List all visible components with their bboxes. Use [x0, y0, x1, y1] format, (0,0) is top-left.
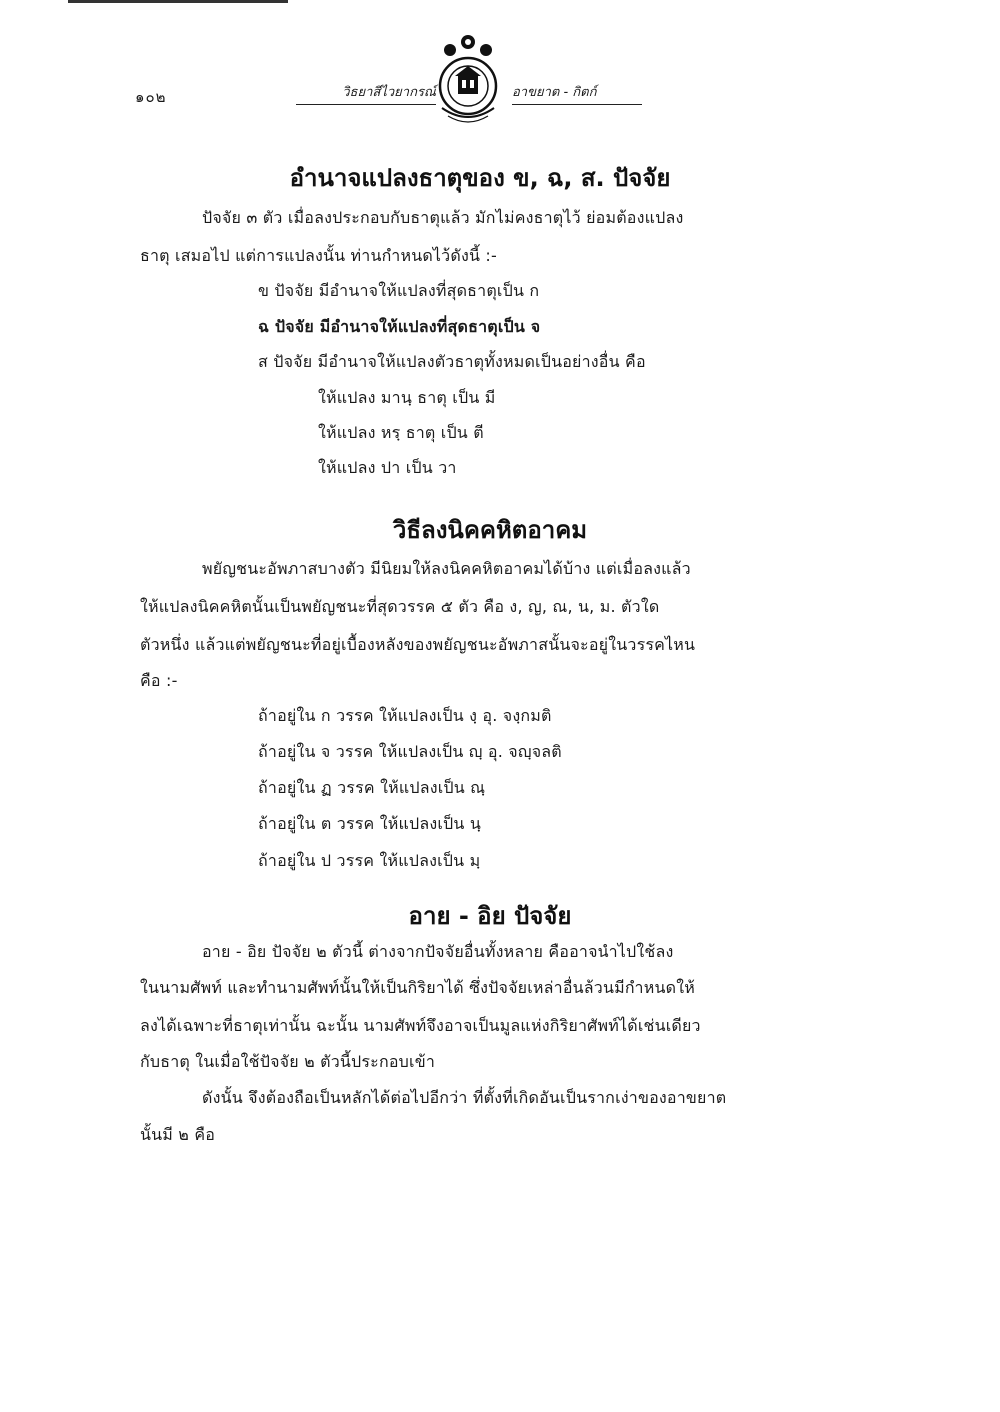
- section3-para-line-5: ดังนั้น จึงต้องถือเป็นหลักได้ต่อไปอีกว่า ที่ตั้งที่เกิดอันเป็นรากเง่าของอาขยาต: [202, 1088, 727, 1107]
- section2-rule-3: ถ้าอยู่ใน ฏ วรรค ให้แปลงเป็น ณฺ: [258, 778, 486, 797]
- section1-para-line-1: ปัจจัย ๓ ตัว เมื่อลงประกอบกับธาตุแล้ว มักไม่คงธาตุไว้ ย่อมต้องแปลง: [202, 208, 684, 227]
- page-header: [0, 30, 1000, 140]
- running-title-right: อาขยาต - กิตก์: [512, 81, 642, 105]
- section1-subrule-2: ให้แปลง หรฺ ธาตุ เป็น ตี: [318, 423, 484, 442]
- section2-rule-1: ถ้าอยู่ใน ก วรรค ให้แปลงเป็น งฺ อุ. จงฺกมติ: [258, 706, 552, 725]
- section1-rule-1: ข ปัจจัย มีอำนาจให้แปลงที่สุดธาตุเป็น ก: [258, 281, 540, 300]
- section3-para-line-3: ลงได้เฉพาะที่ธาตุเท่านั้น ฉะนั้น นามศัพท์จึงอาจเป็นมูลแห่งกิริยาศัพท์ได้เช่นเดียว: [140, 1016, 701, 1035]
- section2-rule-2: ถ้าอยู่ใน จ วรรค ให้แปลงเป็น ญฺ อุ. จญฺจลติ: [258, 742, 562, 761]
- section-title-3: อาย - อิย ปัจจัย: [408, 902, 572, 930]
- section1-subrule-1: ให้แปลง มานฺ ธาตุ เป็น มี: [318, 388, 496, 407]
- section-title-2: วิธีลงนิคคหิตอาคม: [392, 516, 588, 544]
- section-title-1: อำนาจแปลงธาตุของ ข, ฉ, ส. ปัจจัย: [289, 164, 671, 192]
- section3-para-line-1: อาย - อิย ปัจจัย ๒ ตัวนี้ ต่างจากปัจจัยอื่นทั้งหลาย คืออาจนำไปใช้ลง: [202, 942, 674, 961]
- section2-rule-5: ถ้าอยู่ใน ป วรรค ให้แปลงเป็น มฺ: [258, 851, 481, 870]
- section1-rule-2: ฉ ปัจจัย มีอำนาจให้แปลงที่สุดธาตุเป็น จ: [258, 317, 541, 336]
- section2-para-line-1: พยัญชนะอัพภาสบางตัว มีนิยมให้ลงนิคคหิตอาคมได้บ้าง แต่เมื่อลงแล้ว: [202, 559, 691, 578]
- section1-subrule-3: ให้แปลง ปา เป็น วา: [318, 458, 457, 477]
- top-scan-rule: [68, 0, 288, 3]
- page-number: ๑๐๒: [135, 88, 167, 106]
- section1-para-line-2: ธาตุ เสมอไป แต่การแปลงนั้น ท่านกำหนดไว้ดังนี้ :-: [140, 246, 497, 265]
- section3-para-line-2: ในนามศัพท์ และทำนามศัพท์นั้นให้เป็นกิริยาได้ ซึ่งปัจจัยเหล่าอื่นล้วนมีกำหนดให้: [140, 978, 695, 997]
- section2-rule-4: ถ้าอยู่ใน ต วรรค ให้แปลงเป็น นฺ: [258, 814, 481, 833]
- section2-para-line-4: คือ :-: [140, 671, 178, 690]
- running-title-left: วิธยาสีไวยากรณ์: [296, 81, 436, 105]
- emblem-icon: [428, 30, 508, 130]
- section3-para-line-4: กับธาตุ ในเมื่อใช้ปัจจัย ๒ ตัวนี้ประกอบเข้า: [140, 1052, 436, 1071]
- section2-para-line-3: ตัวหนึ่ง แล้วแต่พยัญชนะที่อยู่เบื้องหลังของพยัญชนะอัพภาสนั้นจะอยู่ในวรรคไหน: [140, 635, 696, 654]
- section3-para-line-6: นั้นมี ๒ คือ: [140, 1125, 216, 1144]
- section2-para-line-2: ให้แปลงนิคคหิตนั้นเป็นพยัญชนะที่สุดวรรค ๕ ตัว คือ ง, ญ, ณ, น, ม. ตัวใด: [140, 597, 660, 616]
- section1-rule-3: ส ปัจจัย มีอำนาจให้แปลงตัวธาตุทั้งหมดเป็นอย่างอื่น คือ: [258, 352, 646, 371]
